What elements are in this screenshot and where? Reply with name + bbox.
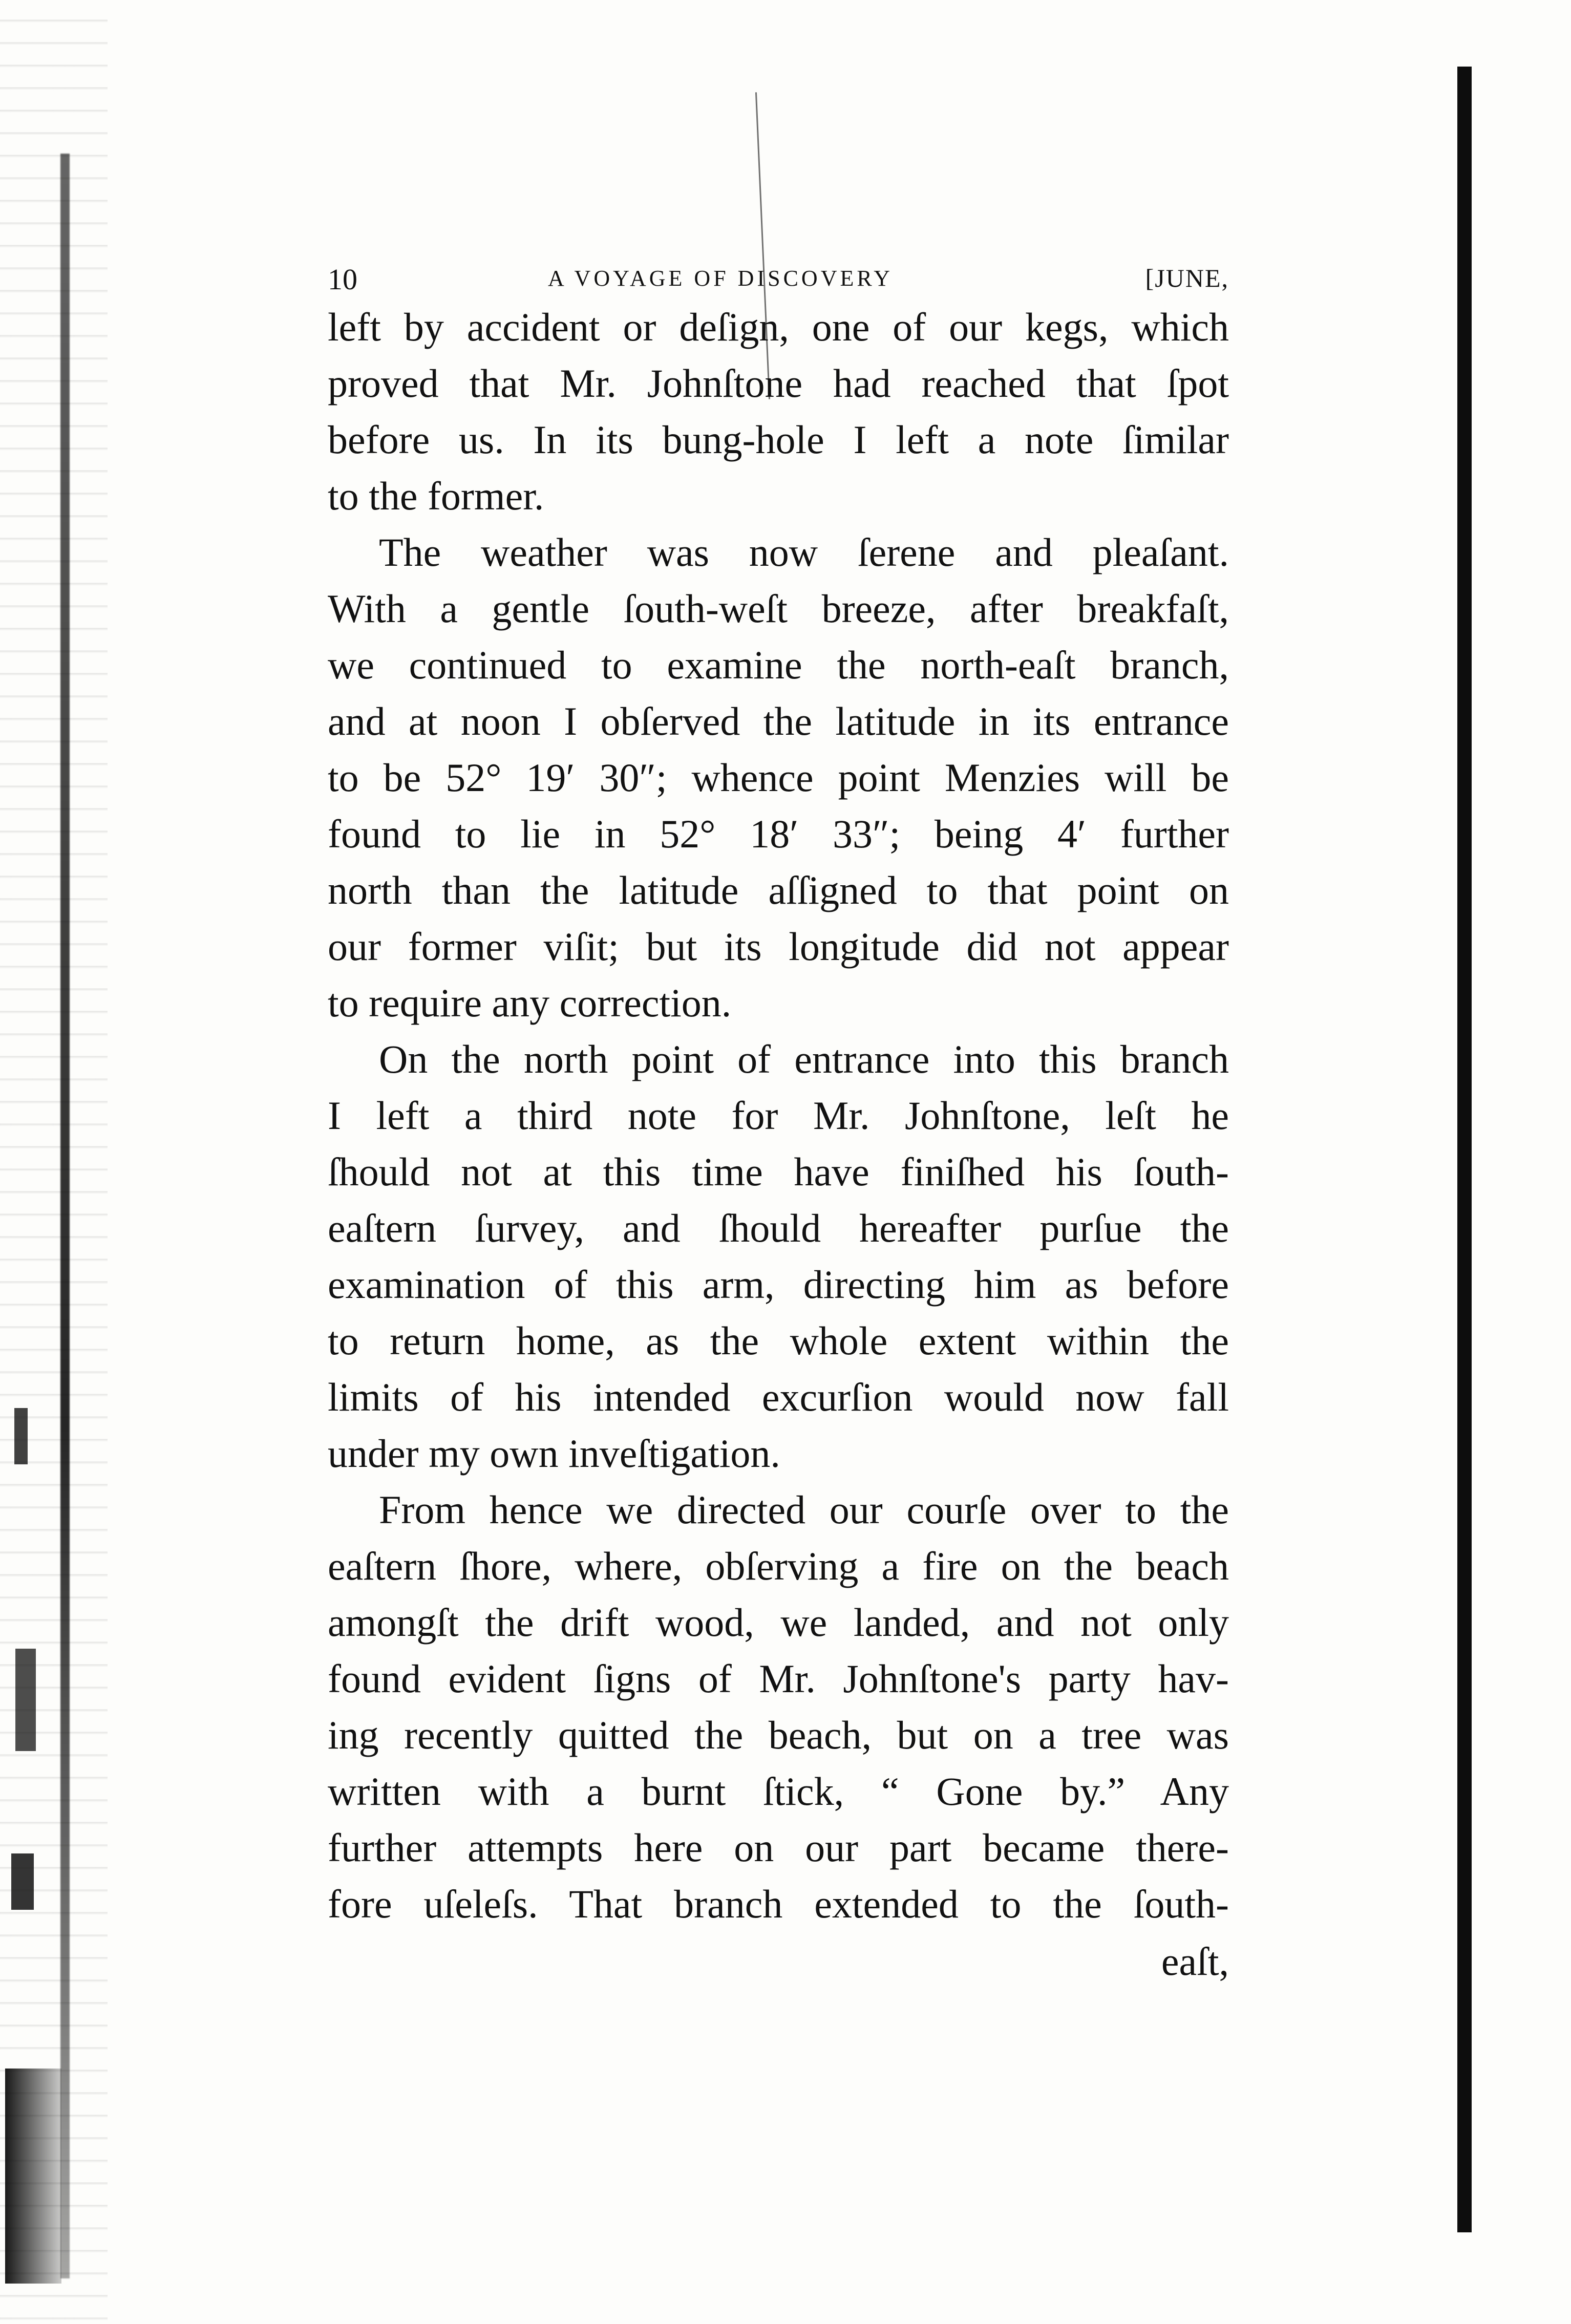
paragraph-2 bbox=[328, 524, 1229, 1031]
text-block bbox=[328, 256, 1229, 1990]
text-line: further attempts here on our part became there- bbox=[328, 1825, 1229, 1870]
text-line: proved that Mr. Johnſtone had reached that ſpot bbox=[328, 361, 1229, 406]
text-line: The weather was now ſerene and pleaſant. bbox=[379, 530, 1229, 574]
text-line: to be 52° 19′ 30″; whence point Menzies will be bbox=[328, 755, 1229, 800]
text-line: before us. In its bung-hole I left a note ſimilar bbox=[328, 417, 1229, 462]
running-title: A VOYAGE OF DISCOVERY bbox=[548, 266, 894, 291]
text-line: to require any correction. bbox=[328, 980, 732, 1025]
text-line: under my own inveſtigation. bbox=[328, 1431, 780, 1476]
text-line: eaſtern ſhore, where, obſerving a fire on the beach bbox=[328, 1544, 1229, 1588]
text-line: to the former. bbox=[328, 474, 544, 518]
text-line: found to lie in 52° 18′ 33″; being 4′ further bbox=[328, 812, 1229, 856]
text-line: left by accident or deſign, one of our kegs, which bbox=[328, 305, 1229, 349]
text-line: From hence we directed our courſe over to the bbox=[379, 1487, 1229, 1532]
text-line: our former viſit; but its longitude did not appear bbox=[328, 924, 1229, 969]
paragraph-1 bbox=[328, 299, 1229, 524]
text-line: found evident ſigns of Mr. Johnſtone's party hav- bbox=[328, 1656, 1229, 1701]
text-line: limits of his intended excurſion would now fall bbox=[328, 1375, 1229, 1419]
running-month: [JUNE, bbox=[1145, 264, 1229, 292]
text-line: eaſtern ſurvey, and ſhould hereafter purſue the bbox=[328, 1206, 1229, 1250]
text-line: With a gentle ſouth-weſt breeze, after breakfaſt, bbox=[328, 586, 1229, 631]
text-line: north than the latitude aſſigned to that point on bbox=[328, 868, 1229, 912]
catchword: eaſt, bbox=[1161, 1939, 1229, 1984]
running-head bbox=[328, 256, 1229, 299]
text-line: amongſt the drift wood, we landed, and not only bbox=[328, 1600, 1229, 1645]
scan-speck bbox=[14, 1408, 28, 1464]
scan-speck bbox=[5, 2069, 61, 2284]
paragraph-4 bbox=[328, 1482, 1229, 1932]
scan-speck bbox=[15, 1649, 36, 1751]
text-line: ſhould not at this time have finiſhed his ſouth- bbox=[328, 1149, 1229, 1194]
scan-right-edge bbox=[1457, 67, 1472, 2232]
paragraph-3 bbox=[328, 1031, 1229, 1482]
text-line: written with a burnt ſtick, “ Gone by.” Any bbox=[328, 1769, 1229, 1814]
text-line: to return home, as the whole extent within the bbox=[328, 1318, 1229, 1363]
text-line: ing recently quitted the beach, but on a tree was bbox=[328, 1713, 1229, 1757]
page-number: 10 bbox=[328, 263, 357, 296]
text-line: we continued to examine the north-eaſt branch, bbox=[328, 643, 1229, 687]
text-line: On the north point of entrance into this branch bbox=[379, 1037, 1229, 1081]
scan-speck bbox=[11, 1853, 34, 1910]
scan-edge-line bbox=[60, 154, 70, 2278]
text-line: fore uſeleſs. That branch extended to the ſouth- bbox=[328, 1882, 1229, 1926]
text-line: examination of this arm, directing him as before bbox=[328, 1262, 1229, 1307]
text-line: I left a third note for Mr. Johnſtone, leſt he bbox=[328, 1093, 1229, 1138]
text-line: and at noon I obſerved the latitude in its entrance bbox=[328, 699, 1229, 743]
scan-edge-shadow bbox=[0, 0, 108, 2324]
